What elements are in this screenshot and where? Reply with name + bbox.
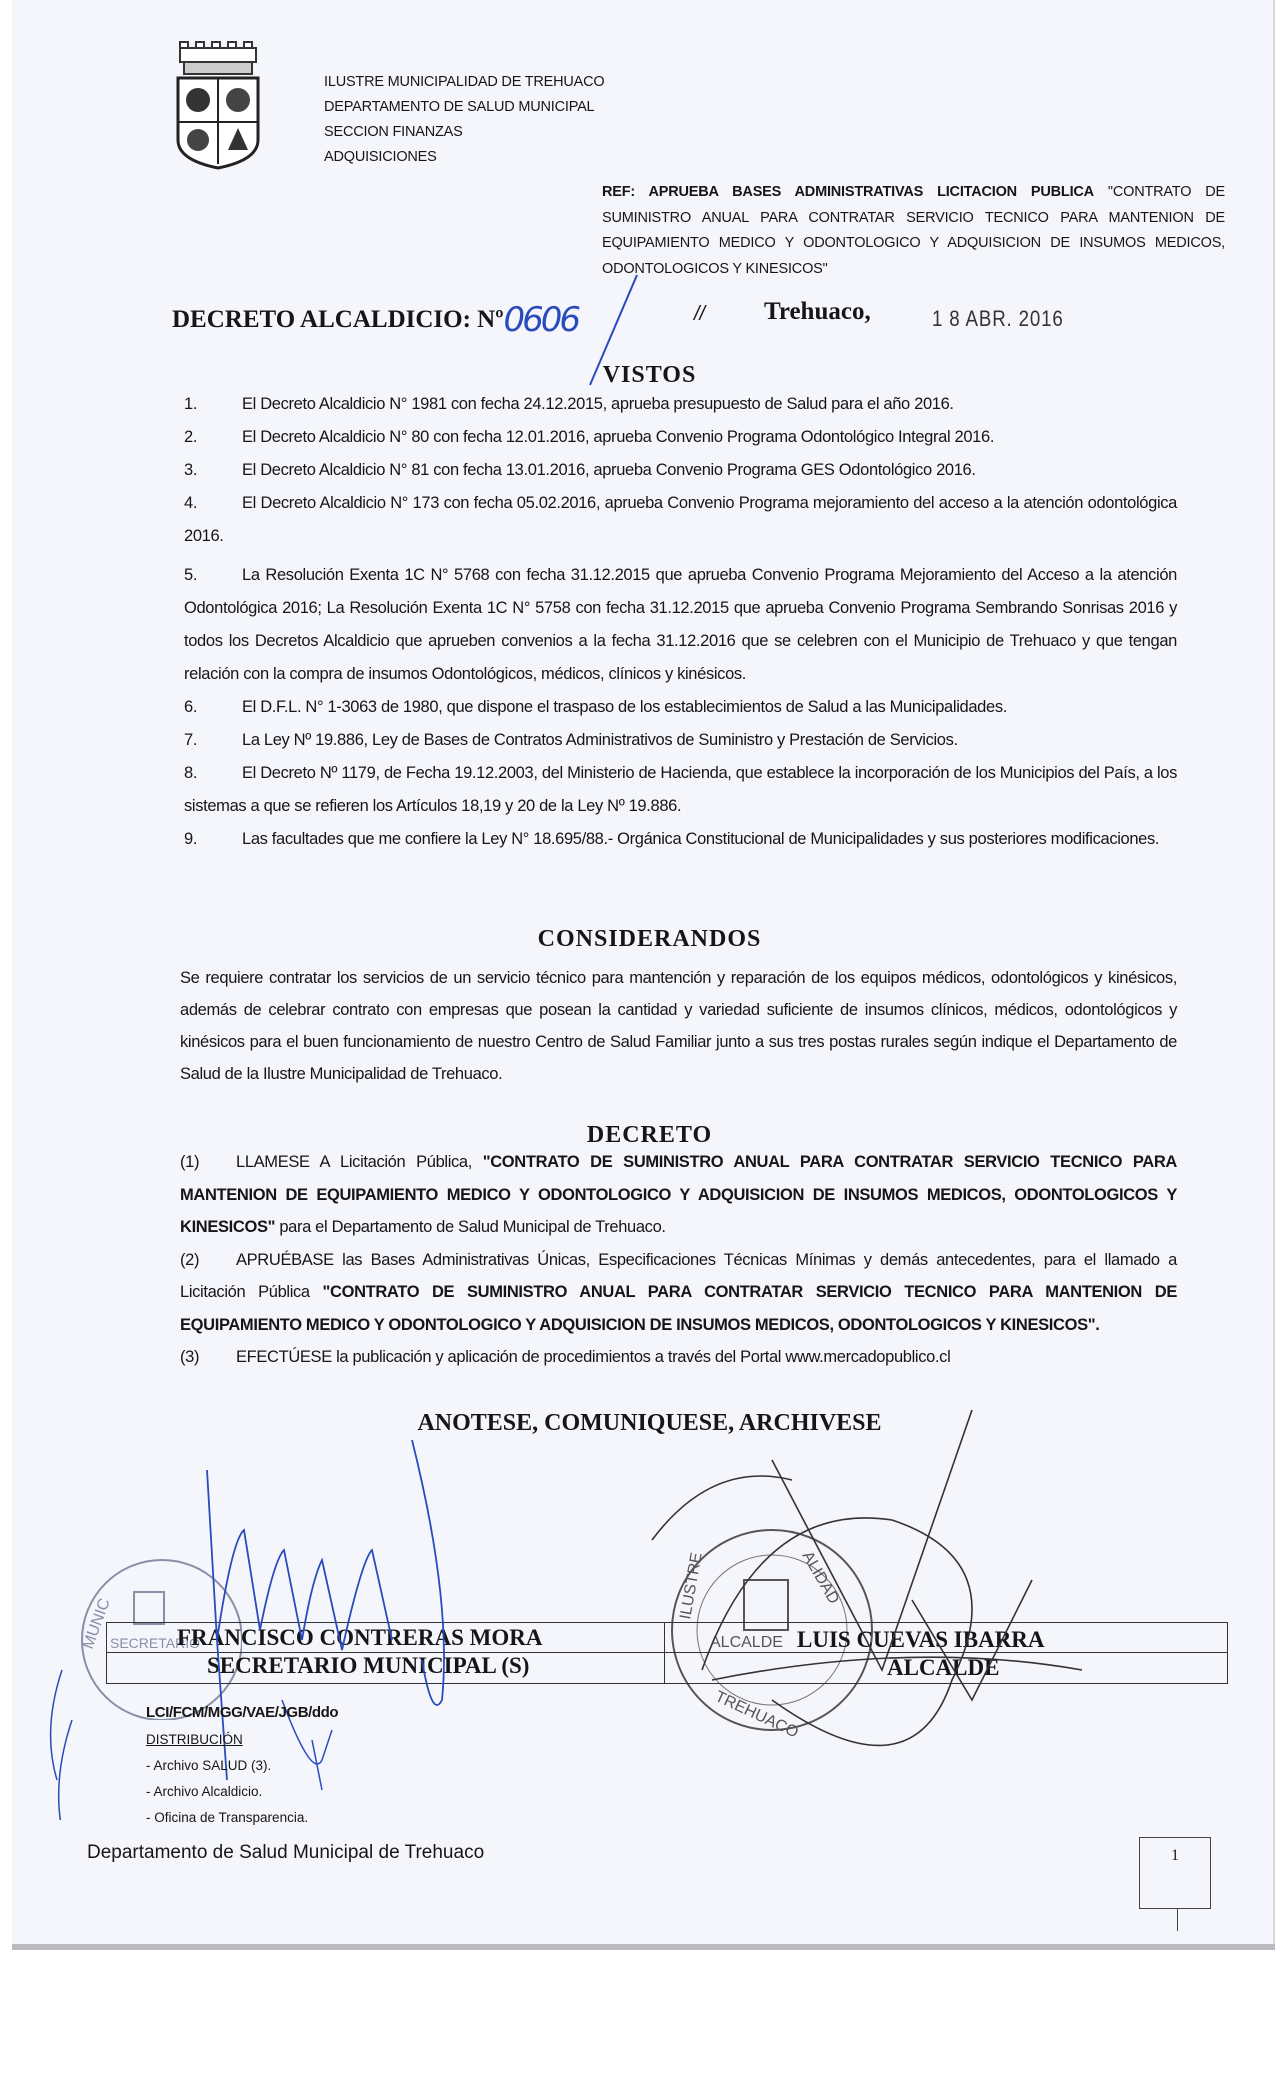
item-title: "CONTRATO DE SUMINISTRO ANUAL PARA CONTRATAR SERVICIO TECNICO PARA MANTENION DE EQUIPAMIENTO MEDICO Y ODONTOLOGICO Y ADQUISICION DE INSUMOS MEDICOS, ODONTOLOGICOS Y KINESICOS" — [180, 1153, 1177, 1236]
closing-formula: ANOTESE, COMUNIQUESE, ARCHIVESE — [417, 1410, 882, 1436]
list-item — [184, 757, 1177, 823]
reference-label: REF: APRUEBA BASES ADMINISTRATIVAS LICITACION PUBLICA — [602, 184, 1094, 200]
list-item — [184, 388, 1177, 421]
decree-title — [172, 296, 578, 340]
item-number: 9. — [184, 830, 198, 848]
item-text: El Decreto Alcaldicio N° 173 con fecha 05.02.2016, aprueba Convenio Programa mejoramiento del acceso a la atención odontológica 2016. — [184, 494, 1177, 545]
place: Trehuaco, — [764, 298, 871, 325]
secretary-role: SECRETARIO MUNICIPAL (S) — [207, 1653, 530, 1678]
item-text: APRUÉBASE las Bases Administrativas Únicas, Especificaciones Técnicas Mínimas y demás antecedentes, para el llamado a Licitación Pública — [180, 1250, 1177, 1301]
item-number: (3) — [180, 1348, 200, 1366]
distribution-item: - Oficina de Transparencia. — [146, 1810, 309, 1825]
svg-text:ILUSTRE: ILUSTRE — [677, 1551, 706, 1621]
svg-text:ALIDAD: ALIDAD — [798, 1548, 843, 1608]
reference-block — [602, 180, 1225, 282]
item-text: El Decreto Nº 1179, de Fecha 19.12.2003, del Ministerio de Hacienda, que establece la incorporación de los Municipios del País, a los sistemas a que se refieren los Artículos 18,19 y 20 de la Ley Nº 19.886. — [184, 764, 1177, 815]
separator: // — [694, 303, 706, 325]
section-title-vistos: VISTOS — [602, 362, 697, 388]
list-item — [184, 823, 1177, 856]
list-item — [184, 454, 1177, 487]
item-text: EFECTÚESE la publicación y aplicación de procedimientos a través del Portal www.mercadopublico.cl — [236, 1348, 951, 1366]
distribution-item: - Archivo SALUD (3). — [146, 1758, 272, 1773]
reference-text: "CONTRATO DE SUMINISTRO ANUAL PARA CONTRATAR SERVICIO TECNICO PARA MANTENION DE EQUIPAMIENTO MEDICO Y ODONTOLOGICO Y ADQUISICION DE INSUMOS MEDICOS, ODONTOLOGICOS Y KINESICOS" — [602, 184, 1225, 277]
item-number: 4. — [184, 494, 198, 512]
item-number: (2) — [180, 1250, 200, 1269]
item-number: (1) — [180, 1153, 200, 1171]
svg-text:SECRETARIO: SECRETARIO — [110, 1635, 200, 1651]
item-number: 3. — [184, 461, 198, 479]
decreto-list — [180, 1146, 1177, 1374]
municipal-coat-of-arms-logo — [170, 40, 266, 170]
section-title-decreto: DECRETO — [586, 1122, 713, 1148]
mayor-name: LUIS CUEVAS IBARRA — [797, 1627, 1045, 1652]
footer-department: Departamento de Salud Municipal de Trehuaco — [87, 1842, 485, 1863]
item-text: LLAMESE A Licitación Pública, — [236, 1153, 483, 1171]
item-text: La Resolución Exenta 1C N° 5768 con fecha 31.12.2015 que aprueba Convenio Programa Mejoramiento del Acceso a la atención Odontológica 2016; La Resolución Exenta 1C N° 5758 con fecha 31.12.2015 que aprueba Convenio Programa Sembrando Sonrisas 2016 y todos los Decretos Alcaldicio que aprueben convenios a la fecha 31.12.2016 que se celebren con el Municipio de Trehuaco y que tengan relación con la compra de insumos Odontológicos, médicos, clínicos y kinésicos. — [184, 566, 1177, 683]
item-text: El Decreto Alcaldicio N° 80 con fecha 12.01.2016, aprueba Convenio Programa Odontológico Integral 2016. — [242, 428, 995, 446]
svg-text:ALCALDE: ALCALDE — [710, 1634, 783, 1651]
header-line: DEPARTAMENTO DE SALUD MUNICIPAL — [324, 99, 595, 115]
mayor-role: ALCALDE — [887, 1655, 1000, 1680]
decree-label: DECRETO ALCALDICIO: Nº — [172, 306, 504, 333]
page-number: 1 — [1139, 1837, 1211, 1909]
vistos-list — [184, 388, 1177, 856]
list-item — [184, 559, 1177, 691]
svg-text:MUNIC: MUNIC — [79, 1596, 114, 1652]
page-box-tail — [1177, 1909, 1178, 1931]
distribution-item: - Archivo Alcaldicio. — [146, 1784, 263, 1799]
item-text: La Ley Nº 19.886, Ley de Bases de Contratos Administrativos de Suministro y Prestación de Servicios. — [242, 731, 958, 749]
item-number: 7. — [184, 731, 198, 749]
secretary-name: FRANCISCO CONTRERAS MORA — [177, 1625, 543, 1650]
item-number: 1. — [184, 395, 198, 413]
item-text: El Decreto Alcaldicio N° 81 con fecha 13.01.2016, aprueba Convenio Programa GES Odontológico 2016. — [242, 461, 976, 479]
list-item — [184, 421, 1177, 454]
list-item — [184, 691, 1177, 724]
item-text: El D.F.L. N° 1-3063 de 1980, que dispone el traspaso de los establecimientos de Salud a las Municipalidades. — [242, 698, 1007, 716]
document-page — [12, 0, 1275, 1950]
item-text: para el Departamento de Salud Municipal de Trehuaco. — [275, 1218, 666, 1236]
list-item — [180, 1244, 1177, 1342]
decree-number-handwritten: 0606 — [503, 300, 578, 340]
item-number: 6. — [184, 698, 198, 716]
list-item — [180, 1341, 1177, 1374]
list-item — [180, 1146, 1177, 1244]
list-item — [184, 724, 1177, 757]
section-title-considerandos: CONSIDERANDOS — [537, 926, 762, 952]
considerandos-text: Se requiere contratar los servicios de un servicio técnico para mantención y reparación de los equipos médicos, odontológicos y kinésicos, además de celebrar contrato con empresas que posean la cantidad y variedad suficiente de insumos clínicos, médicos, odontológicos y kinésicos para el buen funcionamiento de nuestro Centro de Salud Familiar junto a sus tres postas rurales según indique el Departamento de Salud de la Ilustre Municipalidad de Trehuaco. — [180, 969, 1177, 1083]
header-line: ADQUISICIONES — [324, 149, 437, 165]
item-number: 2. — [184, 428, 198, 446]
svg-text:TREHUACO: TREHUACO — [712, 1688, 801, 1742]
header-line: SECCION FINANZAS — [324, 124, 463, 140]
item-number: 5. — [184, 566, 198, 584]
handwritten-signatures — [12, 1400, 1275, 1820]
date-stamp: 1 8 ABR. 2016 — [932, 306, 1064, 331]
item-text: Las facultades que me confiere la Ley N° 18.695/88.- Orgánica Constitucional de Municipalidades y sus posteriores modificaciones. — [242, 830, 1160, 848]
distribution-title: DISTRIBUCIÓN — [146, 1732, 243, 1747]
institution-header — [324, 70, 605, 170]
item-number: 8. — [184, 764, 198, 782]
header-line: ILUSTRE MUNICIPALIDAD DE TREHUACO — [324, 74, 605, 90]
list-item — [184, 487, 1177, 553]
reference-initials: LCI/FCM/MGG/VAE/JGB/ddo — [146, 1704, 339, 1721]
item-title: "CONTRATO DE SUMINISTRO ANUAL PARA CONTRATAR SERVICIO TECNICO PARA MANTENION DE EQUIPAMIENTO MEDICO Y ODONTOLOGICO Y ADQUISICION DE INSUMOS MEDICOS, ODONTOLOGICOS Y KINESICOS". — [180, 1283, 1177, 1334]
item-text: El Decreto Alcaldicio N° 1981 con fecha 24.12.2015, aprueba presupuesto de Salud para el año 2016. — [242, 395, 954, 413]
